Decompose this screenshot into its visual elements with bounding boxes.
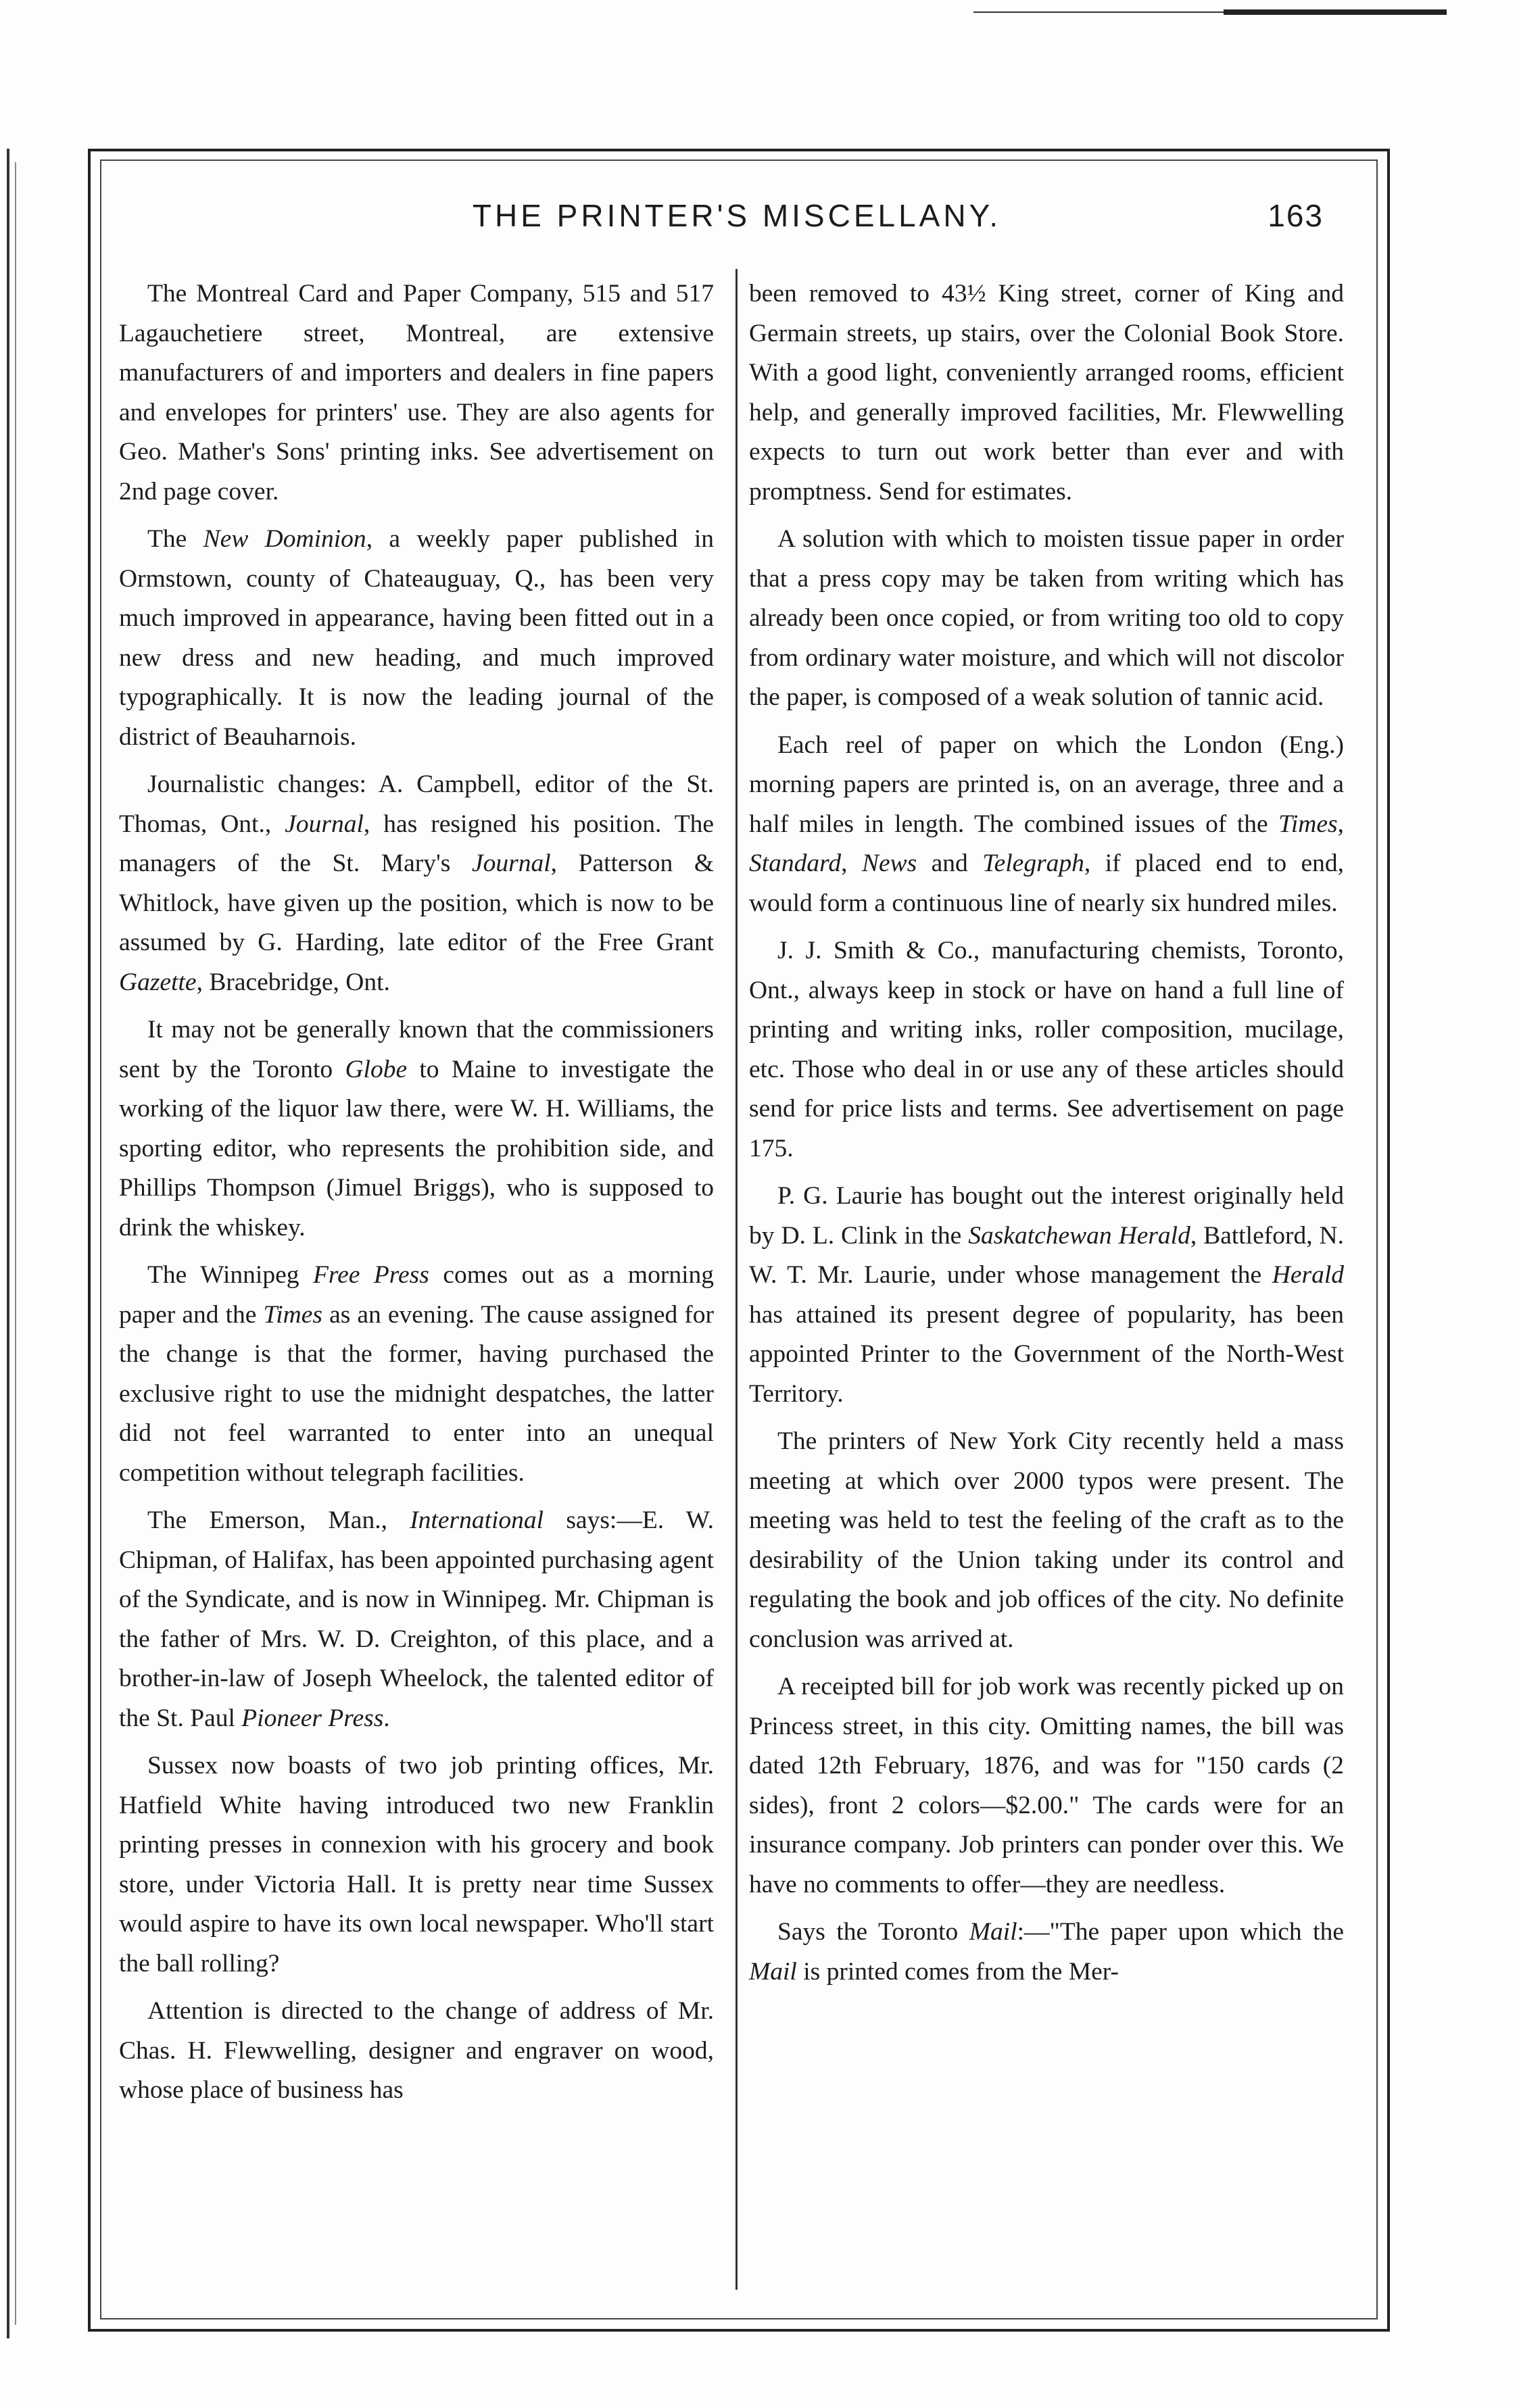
italic-title: Mail [749, 1957, 797, 1986]
italic-title: Times [1278, 810, 1338, 838]
paragraph-text: The Emerson, Man., [147, 1506, 410, 1534]
article-paragraph [749, 274, 1344, 512]
paragraph-text: Sussex now boasts of two job printing offices, Mr. Hatfield White having introduced two new Franklin printing presses in connexion with his grocery and book store, under Victoria Hall. It is pretty near time Sussex would aspire to have its own local newspaper. Who'll start the ball rolling? [119, 1752, 714, 1977]
binding-edge-line-secondary [15, 162, 16, 2325]
paragraph-text: , a weekly paper published in Ormstown, county of Chateauguay, Q., has been very much improved in appearance, having been fitted out in a new dress and new heading, and much improved typographically. It is now the leading journal of the district of Beauharnois. [119, 525, 715, 751]
paragraph-text: , has resigned his position. The managers of the St. Mary's [119, 810, 714, 877]
italic-title: Free Press [313, 1261, 429, 1289]
article-paragraph [749, 1422, 1344, 1659]
italic-title: Saskatchewan Herald [968, 1221, 1190, 1250]
article-paragraph [119, 1746, 714, 1984]
paragraph-text: , Patterson & Whitlock, have given up the position, which is now to be assumed by G. Harding, late editor of the Free Grant [119, 850, 714, 956]
paragraph-text: , Battleford, N. W. T. Mr. Laurie, under whose management the [749, 1221, 1344, 1289]
paragraph-text: A receipted bill for job work was recently picked up on Princess street, in this city. Omitting names, the bill was dated 12th February, 1876, and was for "150 cards (2 sides), front 2 colors—$2.00." The cards were for an insurance company. Job printers can ponder over this. We have no comments to offer—they are needless. [749, 1673, 1344, 1898]
italic-title: Journal [285, 810, 364, 838]
paragraph-text: says:—E. W. Chipman, of Halifax, has been appointed purchasing agent of the Syndicate, and is now in Winnipeg. Mr. Chipman is the father of Mrs. W. D. Creighton, of this place, and a brother-in-law of Joseph Wheelock, the talented editor of the St. Paul [119, 1506, 714, 1732]
italic-title: Herald [1272, 1261, 1344, 1289]
italic-title: Mail [969, 1918, 1017, 1946]
paragraph-text: J. J. Smith & Co., manufacturing chemists, Toronto, Ont., always keep in stock or have on hand a full line of printing and writing inks, roller composition, mucilage, etc. Those who deal in or use any of these articles should send for price lists and terms. See advertisement on page 175. [749, 937, 1344, 1162]
article-paragraph [749, 1177, 1344, 1414]
paragraph-text: The [147, 525, 203, 553]
paragraph-text: . [383, 1704, 390, 1732]
article-paragraph [119, 1010, 714, 1248]
paragraph-text: , [1337, 810, 1344, 838]
running-header [101, 197, 1372, 251]
italic-title: Standard [749, 850, 842, 877]
italic-title: Pioneer Press [241, 1704, 384, 1732]
column-divider [736, 269, 738, 2290]
paragraph-text: , if placed end to end, would form a continuous line of nearly six hundred miles. [749, 850, 1345, 917]
right-column [749, 274, 1344, 2000]
article-paragraph [119, 274, 714, 512]
paragraph-text: The Winnipeg [147, 1261, 313, 1289]
article-paragraph [119, 520, 714, 757]
italic-title: Gazette [119, 968, 197, 996]
paragraph-text: Says the Toronto [777, 1918, 969, 1946]
article-paragraph [119, 1256, 714, 1493]
top-decorative-rule [973, 9, 1447, 15]
paragraph-text: been removed to 43½ King street, corner of King and Germain streets, up stairs, over the Colonial Book Store. With a good light, conveniently arranged rooms, efficient help, and generally improved facilities, Mr. Flewwelling expects to turn out work better than ever and with promptness. Send for estimates. [749, 280, 1344, 506]
italic-title: International [410, 1506, 544, 1534]
paragraph-text: as an evening. The cause assigned for the change is that the former, having purchased the exclusive right to use the midnight despatches, the latter did not feel warranted to enter into an unequal competition without telegraph facilities. [119, 1300, 715, 1487]
italic-title: Telegraph [982, 850, 1084, 877]
paragraph-text: The Montreal Card and Paper Company, 515 and 517 Lagauchetiere street, Montreal, are extensive manufacturers of and importers and dealers in fine papers and envelopes for printers' use. They are also agents for Geo. Mather's Sons' printing inks. See advertisement on 2nd page cover. [119, 280, 714, 506]
article-paragraph [119, 1501, 714, 1738]
italic-title: New Dominion [203, 525, 366, 553]
paragraph-text: Each reel of paper on which the London (Eng.) morning papers are printed is, on an average, three and a half miles in length. The combined issues of the [749, 731, 1344, 838]
italic-title: Globe [345, 1055, 408, 1083]
italic-title: News [861, 850, 917, 877]
left-column [119, 274, 714, 2119]
article-paragraph [749, 520, 1344, 718]
article-paragraph [749, 1667, 1344, 1905]
paragraph-text: It may not be generally known that the commissioners sent by the Toronto [119, 1016, 714, 1083]
page-number: 163 [1268, 198, 1324, 233]
paragraph-text: and [917, 850, 983, 877]
article-paragraph [749, 931, 1344, 1169]
paragraph-text: to Maine to investigate the working of the liquor law there, were W. H. Williams, the sporting editor, who represents the prohibition side, and Phillips Thompson (Jimuel Briggs), who is supposed to drink the whiskey. [119, 1055, 714, 1242]
paragraph-text: Attention is directed to the change of address of Mr. Chas. H. Flewwelling, designer and engraver on wood, whose place of business has [119, 1997, 714, 2104]
paragraph-text: :—"The paper upon which the [1017, 1918, 1344, 1946]
publication-title: THE PRINTER'S MISCELLANY. [472, 198, 1002, 233]
article-paragraph [749, 726, 1344, 924]
paragraph-text: is printed comes from the Mer- [796, 1957, 1119, 1986]
article-paragraph [119, 1992, 714, 2111]
binding-edge-line [7, 149, 9, 2338]
paragraph-text: P. G. Laurie has bought out the interest originally held by D. L. Clink in the [749, 1182, 1344, 1250]
italic-title: Journal [472, 850, 551, 877]
paragraph-text: Journalistic changes: A. Campbell, editor of the St. Thomas, Ont., [119, 770, 714, 838]
paragraph-text: , Bracebridge, Ont. [196, 968, 390, 996]
paragraph-text: A solution with which to moisten tissue paper in order that a press copy may be taken from writing which has already been once copied, or from writing too old to copy from ordinary water moisture, and which will not discolor the paper, is composed of a weak solution of tannic acid. [749, 525, 1344, 711]
paragraph-text: comes out as a morning paper and the [119, 1261, 715, 1329]
paragraph-text: , [841, 850, 862, 877]
article-paragraph [119, 765, 714, 1002]
italic-title: Times [263, 1300, 322, 1329]
paragraph-text: has attained its present degree of popularity, has been appointed Printer to the Government of the North-West Territory. [749, 1300, 1344, 1408]
paragraph-text: The printers of New York City recently held a mass meeting at which over 2000 typos were present. The meeting was held to test the feeling of the craft as to the desirability of the Union taking under its control and regulating the book and job offices of the city. No definite conclusion was arrived at. [749, 1427, 1344, 1653]
article-paragraph [749, 1913, 1344, 1992]
